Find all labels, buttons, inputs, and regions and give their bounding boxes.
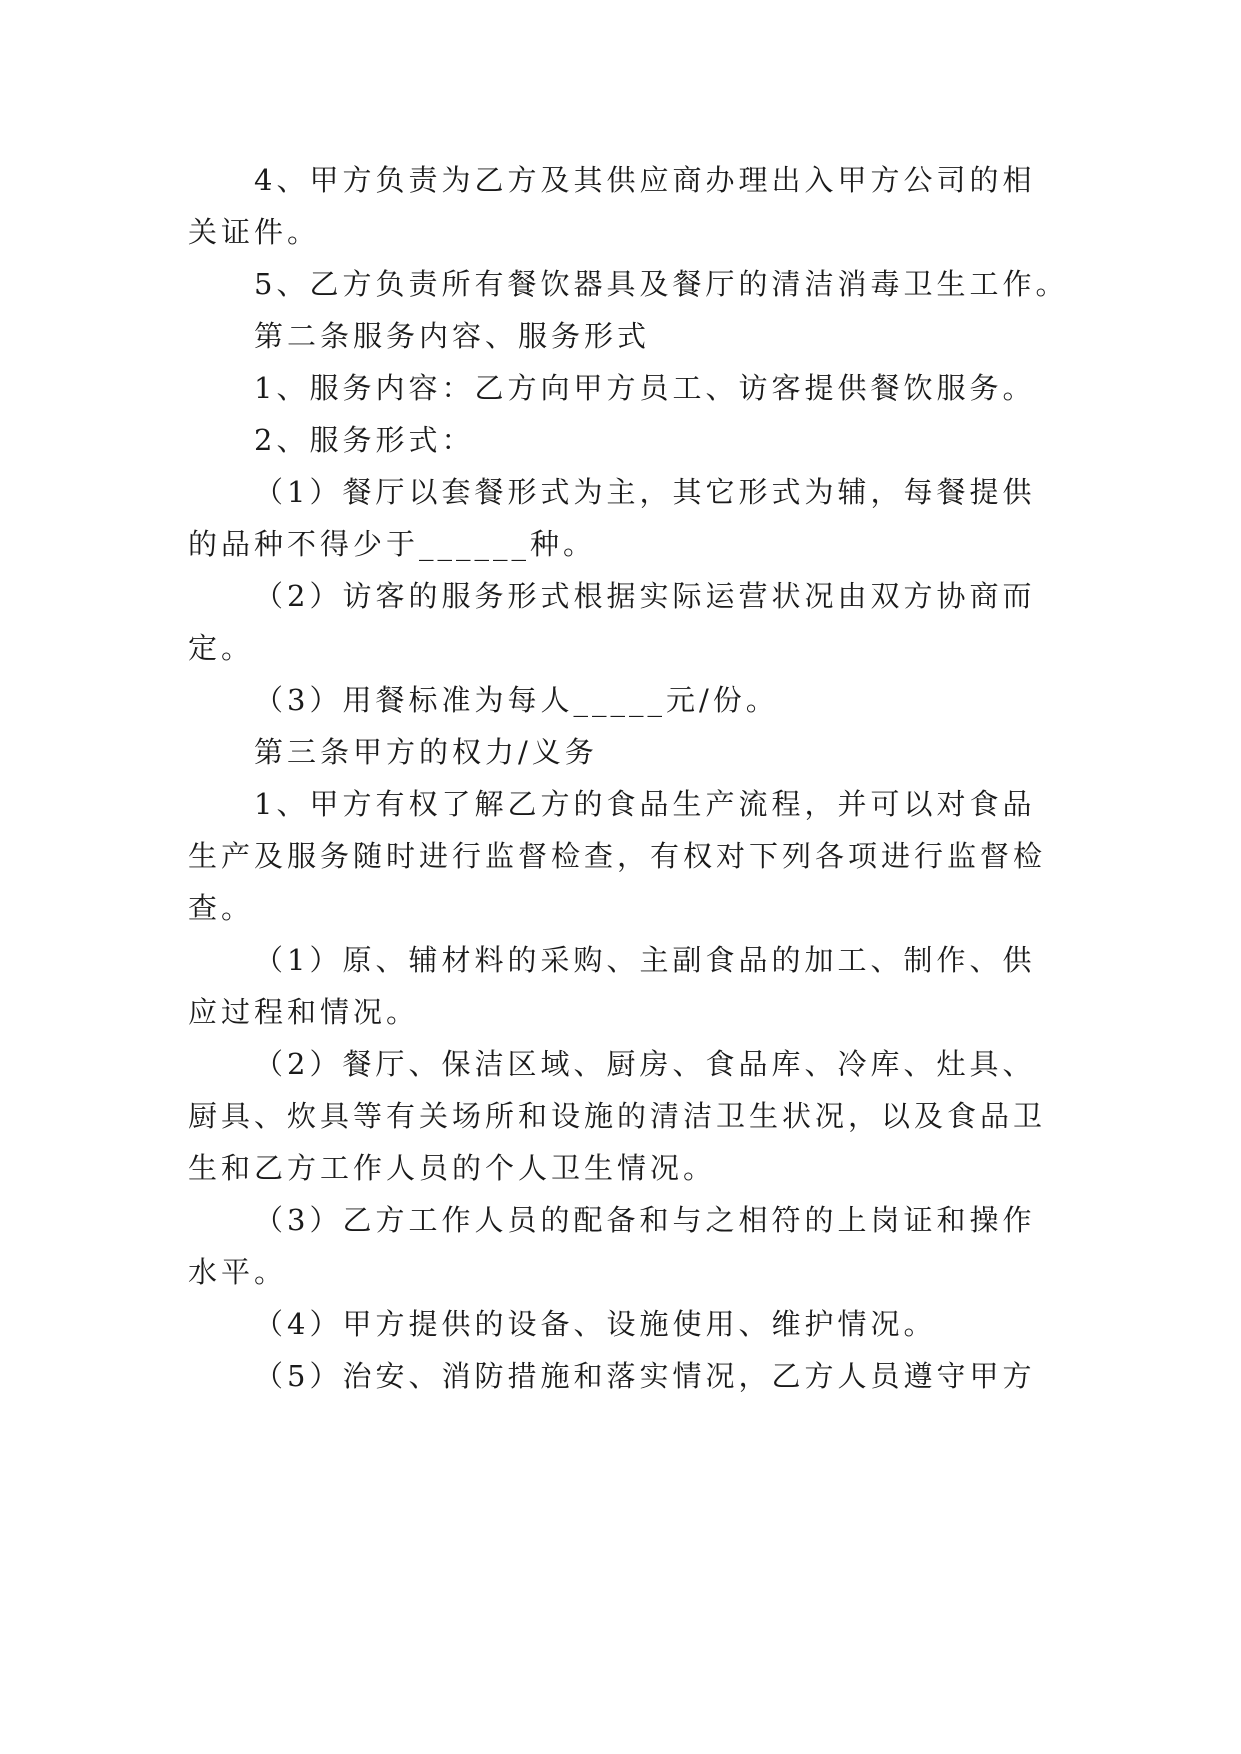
paragraph-line: 定。 <box>188 631 255 665</box>
paragraph-line: 关证件。 <box>188 215 321 249</box>
paragraph-line: （5）治安、消防措施和落实情况，乙方人员遵守甲方 <box>254 1359 1036 1393</box>
paragraph-line: 生和乙方工作人员的个人卫生情况。 <box>188 1151 717 1185</box>
paragraph-line: 1、甲方有权了解乙方的食品生产流程，并可以对食品 <box>254 787 1036 821</box>
paragraph-line: （4）甲方提供的设备、设施使用、维护情况。 <box>254 1307 937 1341</box>
paragraph-line: （1）原、辅材料的采购、主副食品的加工、制作、供 <box>254 943 1036 977</box>
paragraph-line: 厨具、炊具等有关场所和设施的清洁卫生状况，以及食品卫 <box>188 1099 1047 1133</box>
paragraph-line: （1）餐厅以套餐形式为主，其它形式为辅，每餐提供 <box>254 475 1036 509</box>
paragraph-line: 的品种不得少于______种。 <box>188 527 597 561</box>
paragraph-line: 生产及服务随时进行监督检查，有权对下列各项进行监督检 <box>188 839 1047 873</box>
section-heading: 第三条甲方的权力/义务 <box>254 735 598 769</box>
paragraph-line: 水平。 <box>188 1255 288 1289</box>
paragraph-line: 应过程和情况。 <box>188 995 420 1029</box>
paragraph-line: （3）乙方工作人员的配备和与之相符的上岗证和操作 <box>254 1203 1036 1237</box>
paragraph-line: 4、甲方负责为乙方及其供应商办理出入甲方公司的相 <box>254 163 1036 197</box>
paragraph-line: （2）餐厅、保洁区域、厨房、食品库、冷库、灶具、 <box>254 1047 1036 1081</box>
paragraph-line: 5、乙方负责所有餐饮器具及餐厅的清洁消毒卫生工作。 <box>254 267 1069 301</box>
paragraph-line: （3）用餐标准为每人_____元/份。 <box>254 683 779 717</box>
paragraph-line: 1、服务内容：乙方向甲方员工、访客提供餐饮服务。 <box>254 371 1036 405</box>
paragraph-line: 2、服务形式： <box>254 423 475 457</box>
paragraph-line: 查。 <box>188 891 255 925</box>
paragraph-line: （2）访客的服务形式根据实际运营状况由双方协商而 <box>254 579 1036 613</box>
section-heading: 第二条服务内容、服务形式 <box>254 319 651 353</box>
